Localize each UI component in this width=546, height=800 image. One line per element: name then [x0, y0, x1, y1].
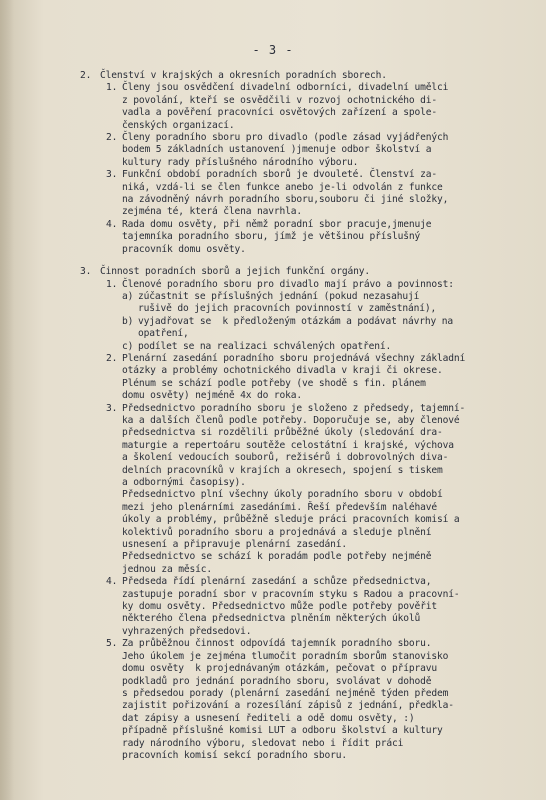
- text-line: z povolání, kteří se osvědčili v rozvoj ochotnického di-: [122, 94, 438, 106]
- text-line: Členové poradního sboru pro divadlo mají právo a povinnost:: [122, 278, 454, 290]
- text-line: kultury rady příslušného národního výboru.: [122, 156, 359, 168]
- section-title: Činnost poradních sborů a jejich funkční orgány.: [100, 266, 371, 278]
- text-line: vadla a pověření pracovníci osvětových zařízení a spole-: [122, 107, 438, 119]
- text-line: otázky a problémy ochotnického divadla v kraji či okrese.: [122, 365, 443, 377]
- text-line: Jeho úkolem je zejména tlumočit poradním sborům stanovisko: [122, 650, 449, 662]
- text-line: tajemníka poradního sboru, jímž je většinou příslušný: [122, 231, 421, 243]
- text-line: vyjadřovat se k předloženým otázkám a podávat návrhy na: [138, 315, 454, 327]
- text-line: domu osvěty k projednávaným otázkám, pečovat o přípravu: [122, 663, 438, 675]
- paper-edge-shadow: [0, 0, 14, 800]
- text-line: ka a dalších členů podle potřeby. Doporučuje se, aby členové: [122, 414, 460, 426]
- list-item: [106, 279, 520, 291]
- item-number: 4.: [106, 576, 118, 588]
- section-number: 3.: [80, 266, 92, 278]
- item-text: [122, 219, 431, 256]
- text-line: Předsednictvo poradního sboru je složeno z předsedy, tajemní-: [122, 402, 466, 414]
- list-item: [106, 82, 520, 132]
- list-item: [106, 403, 520, 577]
- text-line: pracovník domu osvěty.: [122, 243, 246, 255]
- sub-item-text: [138, 291, 436, 316]
- text-line: podílet se na realizaci schválených opatření.: [138, 340, 392, 352]
- section-number: 2.: [80, 70, 92, 81]
- sub-item-text: [138, 341, 391, 353]
- text-line: jednou za měsíc.: [122, 563, 213, 575]
- text-line: ky domu osvěty. Předsednictvo může podle potřeby pověřit: [122, 601, 438, 613]
- text-line: vyhrazených předsedovi.: [122, 625, 252, 637]
- item-text: [122, 169, 448, 219]
- text-line: na závodněný návrh poradního sboru,souboru či jiné složky,: [122, 194, 449, 206]
- item-text: [122, 403, 465, 577]
- item-text: [122, 82, 448, 132]
- item-number: 5.: [106, 638, 118, 650]
- text-line: s předsedou porady (plenární zasedání nejméně týden předem: [122, 687, 449, 699]
- text-line: dat zápisy a usnesení řediteli a odě domu osvěty, :): [122, 712, 415, 724]
- item-number: 1.: [106, 82, 118, 94]
- sub-item-letter: a): [122, 290, 134, 302]
- sub-list-item: [122, 316, 520, 341]
- text-line: opatření,: [138, 328, 189, 340]
- text-line: a školení vedoucích souborů, režisérů i dobrovolných diva-: [122, 452, 449, 464]
- text-line: Plénum se schází podle potřeby (ve shodě s fin. plánem: [122, 377, 426, 389]
- text-line: pracovních komisí sekcí poradního sboru.: [122, 749, 348, 761]
- text-line: Rada domu osvěty, při němž poradní sbor pracuje,jmenuje: [122, 218, 432, 230]
- text-line: Předsednictvo se schází k poradám podle potřeby nejméně: [122, 551, 432, 563]
- item-text: [122, 132, 448, 169]
- item-number: 4.: [106, 218, 118, 230]
- item-number: 1.: [106, 278, 118, 290]
- item-number: 2.: [106, 352, 118, 364]
- item-number: 3.: [106, 169, 118, 181]
- text-line: Za průběžnou činnost odpovídá tajemník poradního sboru.: [122, 638, 432, 650]
- text-line: niká, vzdá-li se člen funkce anebo je-li odvolán z funkce: [122, 181, 443, 193]
- section-title: Členství v krajských a okresních poradních sborech.: [100, 70, 387, 81]
- text-line: Předsednictvo plní všechny úkoly poradního sboru v období: [122, 489, 443, 501]
- list-item: [106, 576, 520, 638]
- item-text: [122, 638, 454, 762]
- text-line: zajistit pořizování a rozesílání zápisů z jednání, předkla-: [122, 700, 454, 712]
- document-body: [80, 70, 520, 772]
- text-line: podkladů pro jednání poradního sboru, svolávat v dohodě: [122, 675, 432, 687]
- list-item: [106, 638, 520, 762]
- list-item: [106, 219, 520, 256]
- item-number: 2.: [106, 132, 118, 144]
- section-heading: [80, 70, 520, 82]
- text-line: a odbornými časopisy).: [122, 477, 246, 488]
- list-item: [106, 132, 520, 169]
- text-line: Funkční období poradních sborů je dvouleté. Členství za-: [122, 169, 438, 181]
- text-line: čenských organizací.: [122, 119, 235, 131]
- text-line: kolektivů poradního sboru a projednává a sleduje plnění: [122, 526, 432, 538]
- text-line: zúčastnit se příslušných jednání (pokud nezasahují: [138, 290, 420, 302]
- text-line: Členy jsou osvědčení divadelní odborníci, divadelní umělci: [122, 82, 449, 94]
- section-heading: [80, 266, 520, 278]
- text-line: některého člena předsednictva plněním některých úkolů: [122, 613, 421, 625]
- text-line: Plenární zasedání poradního sboru projednává všechny základní: [122, 352, 466, 364]
- page-number: - 3 -: [252, 43, 294, 57]
- text-line: usnesení a připravuje plenární zasedání.: [122, 539, 348, 551]
- text-line: delních pracovníků v krajích a okresech, spojení s tiskem: [122, 464, 443, 476]
- text-line: případně příslušné komisi LUT a odboru školství a kultury: [122, 725, 443, 737]
- text-line: maturgie a repertoáru soutěže celostátní i krajské, výchova: [122, 439, 454, 451]
- text-line: zastupuje poradní sbor v pracovním styku s Radou a pracovní-: [122, 588, 460, 600]
- section-2: [80, 70, 520, 256]
- text-line: rady národního výboru, sledovat nebo i řídit práci: [122, 737, 404, 749]
- sub-list-item: [122, 291, 520, 316]
- list-item: [106, 353, 520, 403]
- sub-item-letter: b): [122, 315, 134, 327]
- item-text: [122, 353, 465, 403]
- text-line: rušivě do jejich pracovních povinností v zaměstnání),: [138, 303, 437, 315]
- text-line: úkoly a problémy, průběžně sleduje práci pracovních komisí a: [122, 514, 460, 526]
- list-item: [106, 169, 520, 219]
- section-3: [80, 266, 520, 762]
- text-line: domu osvěty) nejméně 4x do roka.: [122, 390, 303, 402]
- text-line: zejména té, která člena navrhla.: [122, 206, 303, 218]
- sub-item-text: [138, 316, 453, 341]
- item-text: [122, 576, 460, 638]
- text-line: bodem 5 základních ustanovení )jmenuje odbor školství a: [122, 144, 432, 156]
- text-line: mezi jeho plenárními zasedáními. Řeší především naléhavé: [122, 501, 438, 513]
- text-line: předsednictva si rozdělili průběžné úkoly (sledování dra-: [122, 427, 443, 439]
- text-line: Předseda řídí plenární zasedání a schůze předsednictva,: [122, 576, 432, 588]
- item-text: [122, 279, 454, 291]
- text-line: Členy poradního sboru pro divadlo (podle zásad vyjádřených: [122, 132, 449, 144]
- item-number: 3.: [106, 402, 118, 414]
- sub-item-letter: c): [122, 340, 134, 352]
- sub-list-item: [122, 341, 520, 353]
